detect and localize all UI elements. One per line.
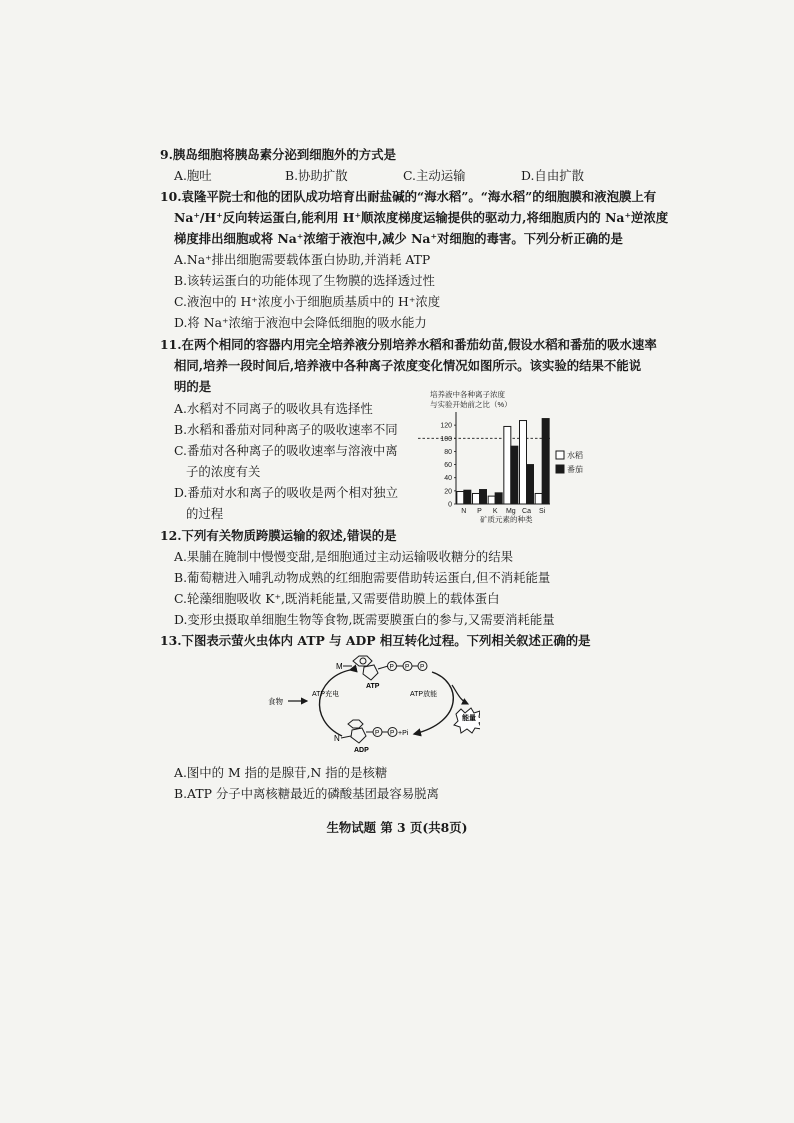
q11-option-b: B.水稻和番茄对同种离子的吸收速率不同 — [174, 422, 398, 437]
chart-title-line1: 培养液中各种离子浓度 — [430, 390, 505, 399]
x-tick-label: Mg — [505, 508, 516, 515]
q11-option-d-line2: 的过程 — [186, 506, 224, 521]
q10-stem-line2: Na⁺/H⁺反向转运蛋白,能利用 H⁺顺浓度梯度运输提供的驱动力,将细胞质内的 Na⁺逆浓度 — [174, 210, 669, 225]
label-n: N — [334, 734, 340, 743]
x-tick-label: Si — [539, 508, 546, 515]
q11-stem-line2: 相同,培养一段时间后,培养液中各种离子浓度变化情况如图所示。该实验的结果不能说 — [174, 358, 642, 373]
bar-rice-n — [457, 492, 464, 504]
y-tick-label: 100 — [440, 435, 452, 443]
q9-option-c: C.主动运输 — [403, 168, 466, 183]
ion-concentration-bar-chart — [418, 388, 598, 528]
atp-label: ATP — [366, 683, 380, 690]
q12-option-b: B.葡萄糖进入哺乳动物成熟的红细胞需要借助转运蛋白,但不消耗能量 — [174, 570, 551, 585]
food-label: 食物 — [268, 697, 283, 706]
pi-label: +Pi — [398, 730, 409, 737]
q10-option-c: C.液泡中的 H⁺浓度小于细胞质基质中的 H⁺浓度 — [174, 294, 441, 309]
q10-stem-line3: 梯度排出细胞或将 Na⁺浓缩于液泡中,减少 Na⁺对细胞的毒害。下列分析正确的是 — [174, 231, 623, 246]
bar-rice-ca — [520, 421, 527, 504]
label-m: M — [336, 662, 343, 671]
y-tick-label: 40 — [444, 475, 452, 483]
bar-tomato-n — [464, 490, 471, 504]
adp-label: ADP — [354, 747, 369, 754]
chart-title-line2: 与实验开始前之比（%） — [430, 400, 512, 409]
q12-option-c: C.轮藻细胞吸收 K⁺,既消耗能量,又需要借助膜上的载体蛋白 — [174, 591, 500, 606]
energy-burst-icon — [454, 708, 480, 733]
bar-rice-mg — [504, 426, 511, 504]
ribose-icon-adp — [351, 728, 366, 743]
energy-label: 能量 — [462, 715, 476, 722]
x-tick-label: Ca — [522, 508, 531, 515]
legend-swatch-rice — [556, 451, 564, 459]
q9-option-d: D.自由扩散 — [521, 168, 584, 183]
atp-adp-conversion-diagram — [260, 648, 480, 756]
legend-label-tomato: 番茄 — [567, 465, 583, 474]
x-tick-label: P — [477, 508, 482, 515]
q12-option-a: A.果脯在腌制中慢慢变甜,是细胞通过主动运输吸收糖分的结果 — [174, 549, 513, 564]
chart-xlabel: 矿质元素的种类 — [480, 515, 533, 524]
phosphate-atp-2: P — [405, 663, 410, 671]
page-footer: 生物试题 第 3 页(共8页) — [326, 820, 468, 835]
q12-stem: 12.下列有关物质跨膜运输的叙述,错误的是 — [160, 528, 397, 543]
bar-tomato-ca — [527, 465, 534, 504]
atp-discharge-label: ATP放能 — [410, 691, 438, 698]
q11-option-d-line1: D.番茄对水和离子的吸收是两个相对独立 — [174, 485, 399, 500]
q11-stem-line1: 11.在两个相同的容器内用完全培养液分别培养水稻和番茄幼苗,假设水稻和番茄的吸水速率 — [160, 337, 657, 352]
q10-stem-line1: 10.袁隆平院士和他的团队成功培育出耐盐碱的“海水稻”。“海水稻”的细胞膜和液泡膜上有 — [160, 189, 657, 204]
q10-option-d: D.将 Na⁺浓缩于液泡中会降低细胞的吸水能力 — [174, 315, 427, 330]
bar-tomato-si — [542, 419, 549, 504]
legend-label-rice: 水稻 — [567, 451, 583, 460]
x-tick-label: K — [492, 508, 498, 515]
phosphate-atp-3: P — [420, 663, 425, 671]
q13-option-a: A.图中的 M 指的是腺苷,N 指的是核糖 — [174, 765, 388, 780]
bar-rice-si — [535, 493, 542, 504]
q11-stem-line3: 明的是 — [174, 379, 212, 394]
phosphate-adp-1: P — [375, 729, 380, 737]
bar-tomato-mg — [511, 446, 518, 504]
ribose-icon — [363, 665, 378, 680]
y-tick-label: 20 — [444, 488, 452, 496]
q13-option-b: B.ATP 分子中离核糖最近的磷酸基团最容易脱离 — [174, 786, 439, 801]
bar-tomato-k — [495, 493, 502, 504]
bar-rice-p — [473, 493, 480, 504]
y-tick-label: 0 — [448, 501, 452, 509]
q10-option-b: B.该转运蛋白的功能体现了生物膜的选择透过性 — [174, 273, 435, 288]
legend-swatch-tomato — [556, 465, 564, 473]
q11-option-c-line1: C.番茄对各种离子的吸收速率与溶液中离 — [174, 443, 398, 458]
phosphate-adp-2: P — [390, 729, 395, 737]
q13-stem: 13.下图表示萤火虫体内 ATP 与 ADP 相互转化过程。下列相关叙述正确的是 — [160, 633, 591, 648]
q9-option-b: B.协助扩散 — [285, 168, 348, 183]
q12-option-d: D.变形虫摄取单细胞生物等食物,既需要膜蛋白的参与,又需要消耗能量 — [174, 612, 555, 627]
y-tick-label: 60 — [444, 462, 452, 470]
adenine-icon-adp — [348, 720, 363, 728]
atp-charge-label: ATP充电 — [312, 691, 340, 698]
q9-option-a: A.胞吐 — [174, 168, 212, 183]
bar-tomato-p — [480, 490, 487, 504]
x-tick-label: N — [461, 508, 467, 515]
q9-stem: 9.胰岛细胞将胰岛素分泌到细胞外的方式是 — [160, 147, 396, 162]
q10-option-a: A.Na⁺排出细胞需要载体蛋白协助,并消耗 ATP — [174, 252, 431, 267]
bar-rice-k — [488, 496, 495, 504]
q11-option-c-line2: 子的浓度有关 — [186, 464, 261, 479]
phosphate-atp-1: P — [389, 663, 394, 671]
adenine-icon — [353, 656, 372, 666]
y-tick-label: 120 — [440, 422, 452, 430]
y-tick-label: 80 — [444, 448, 452, 456]
q11-option-a: A.水稻对不同离子的吸收具有选择性 — [174, 401, 373, 416]
